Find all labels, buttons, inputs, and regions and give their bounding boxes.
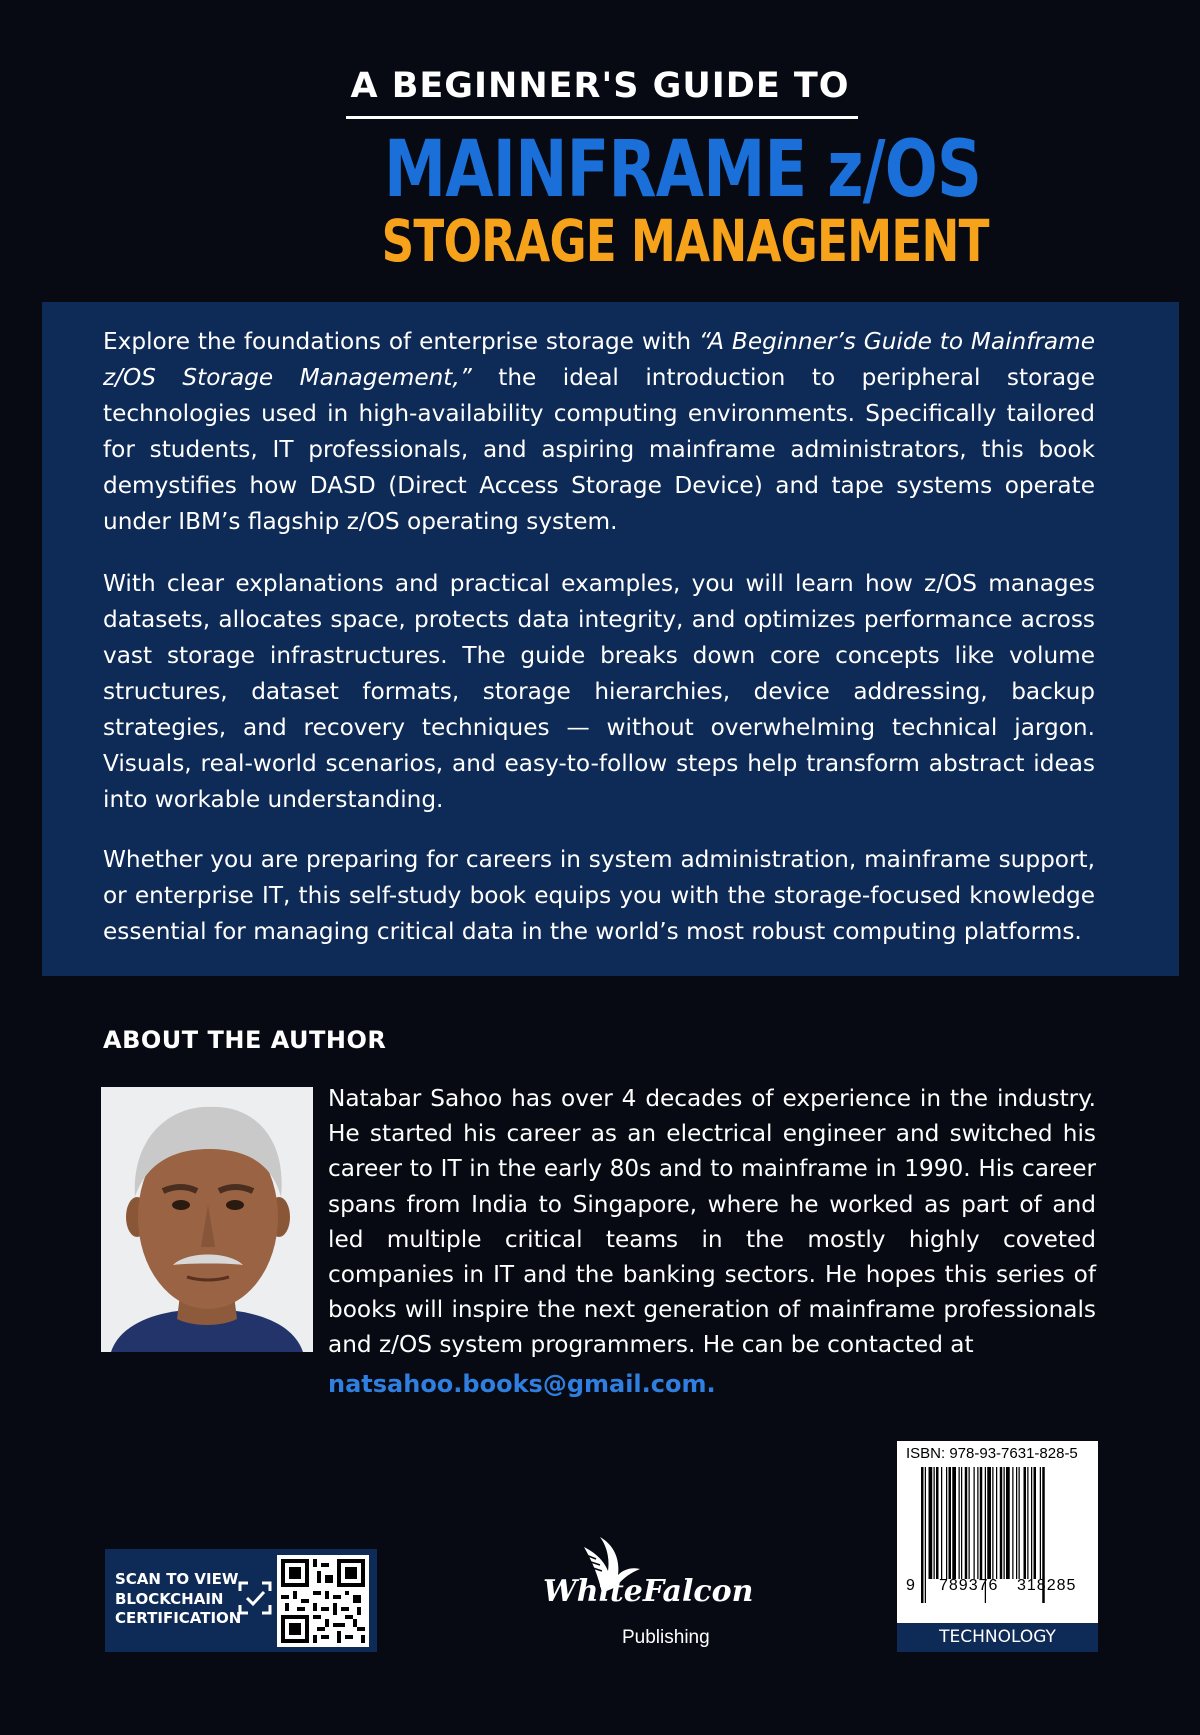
isbn-number: ISBN: 978-93-7631-828-5 [906, 1445, 1078, 1462]
category-label: TECHNOLOGY [897, 1623, 1098, 1652]
header-title-line2: MAINFRAME z/OS [384, 125, 982, 215]
barcode-bars [897, 1441, 1098, 1647]
description-intro: Explore the foundations of enterprise storage with [103, 328, 699, 355]
barcode-bar [921, 1467, 924, 1603]
header-title-line1: A BEGINNER'S GUIDE TO [350, 66, 850, 106]
barcode-bar [980, 1467, 983, 1579]
barcode-bar [1006, 1467, 1010, 1579]
barcode-bar [1012, 1467, 1013, 1579]
barcode-bar [987, 1467, 991, 1579]
barcode-bar [934, 1467, 935, 1579]
barcode-bar [996, 1467, 997, 1579]
publisher-subtitle: Publishing [622, 1627, 710, 1648]
barcode-bar [1016, 1467, 1017, 1579]
barcode-bar [949, 1467, 952, 1579]
publisher-name: WhiteFalcon [543, 1574, 754, 1609]
barcode-bar [936, 1467, 939, 1579]
qr-caption: SCAN TO VIEW BLOCKCHAIN CERTIFICATION [115, 1570, 242, 1627]
barcode-bar [929, 1467, 933, 1579]
about-author-heading: ABOUT THE AUTHOR [103, 1026, 387, 1054]
barcode-bar [961, 1467, 962, 1579]
barcode-bar [992, 1467, 993, 1579]
book-title-italic: “A Beginner’s Guide to Mainframe z/OS Storage Management,” [103, 328, 1095, 391]
barcode-bar [1034, 1467, 1037, 1579]
description-paragraph-2: With clear explanations and practical examples, you will learn how z/OS manages datasets, allocates space, protects data integrity, and optimizes performance across vast storage infrastructures. The guide breaks down core concepts like volume structures, dataset formats, storage hierarchies, device addressing, backup strategies, and recovery techniques — without overwhelming technical jargon. Visuals, real-world scenarios, and easy-to-follow steps help transform abstract ideas into workable understanding. [103, 570, 1095, 813]
description-paragraph-3: Whether you are preparing for careers in system administration, mainframe support, or enterprise IT, this self-study book equips you with the storage-focused knowledge essential for managing critical data in the world’s most robust computing platforms. [103, 846, 1095, 945]
barcode-bar [941, 1467, 942, 1579]
description-panel [42, 302, 1179, 976]
author-email-link[interactable]: natsahoo.books@gmail.com. [328, 1370, 716, 1398]
blockchain-qr-panel [105, 1549, 377, 1652]
header-title-line3: STORAGE MANAGEMENT [381, 207, 989, 275]
isbn-barcode [897, 1441, 1098, 1647]
barcode-bar [925, 1467, 926, 1603]
barcode-bar [1031, 1467, 1032, 1579]
barcode-digits-left: 789376 [939, 1577, 999, 1594]
barcode-bar [952, 1467, 956, 1579]
barcode-digit-lead: 9 [906, 1577, 915, 1594]
qr-code-icon[interactable] [277, 1555, 369, 1647]
description-paragraph-1 [103, 324, 1095, 540]
barcode-bar [1004, 1467, 1005, 1579]
barcode-bar [977, 1467, 978, 1579]
header-divider [346, 116, 858, 119]
barcode-bar [969, 1467, 970, 1579]
author-photo [101, 1087, 313, 1352]
barcode-bar [1027, 1467, 1028, 1579]
barcode-bar [959, 1467, 960, 1579]
barcode-bar [965, 1467, 968, 1579]
barcode-bar [1019, 1467, 1020, 1579]
barcode-bar [1024, 1467, 1027, 1579]
scan-icon [238, 1581, 272, 1615]
barcode-bar [974, 1467, 975, 1579]
barcode-bar [1000, 1467, 1003, 1579]
description-rest: the ideal introduction to peripheral storage technologies used in high-availability computing environments. Specifically tailored for students, IT professionals, and aspiring mainframe administrators, this book demystifies how DASD (Direct Access Storage Device) and tape systems operate under IBM’s flagship z/OS operating system. [103, 364, 1096, 535]
barcode-digits-right: 318285 [1017, 1577, 1077, 1594]
barcode-bar [946, 1467, 947, 1579]
author-bio: Natabar Sahoo has over 4 decades of experience in the industry. He started his career as an electrical engineer and switched his career to IT in the early 80s and to mainframe in 1990. His career spans from India to Singapore, where he worked as part of and led multiple critical teams in the mostly highly coveted companies in IT and the banking sectors. He hopes this series of books will inspire the next generation of mainframe professionals and z/OS system programmers. He can be contacted at [328, 1085, 1096, 1359]
barcode-bar [1040, 1467, 1041, 1579]
